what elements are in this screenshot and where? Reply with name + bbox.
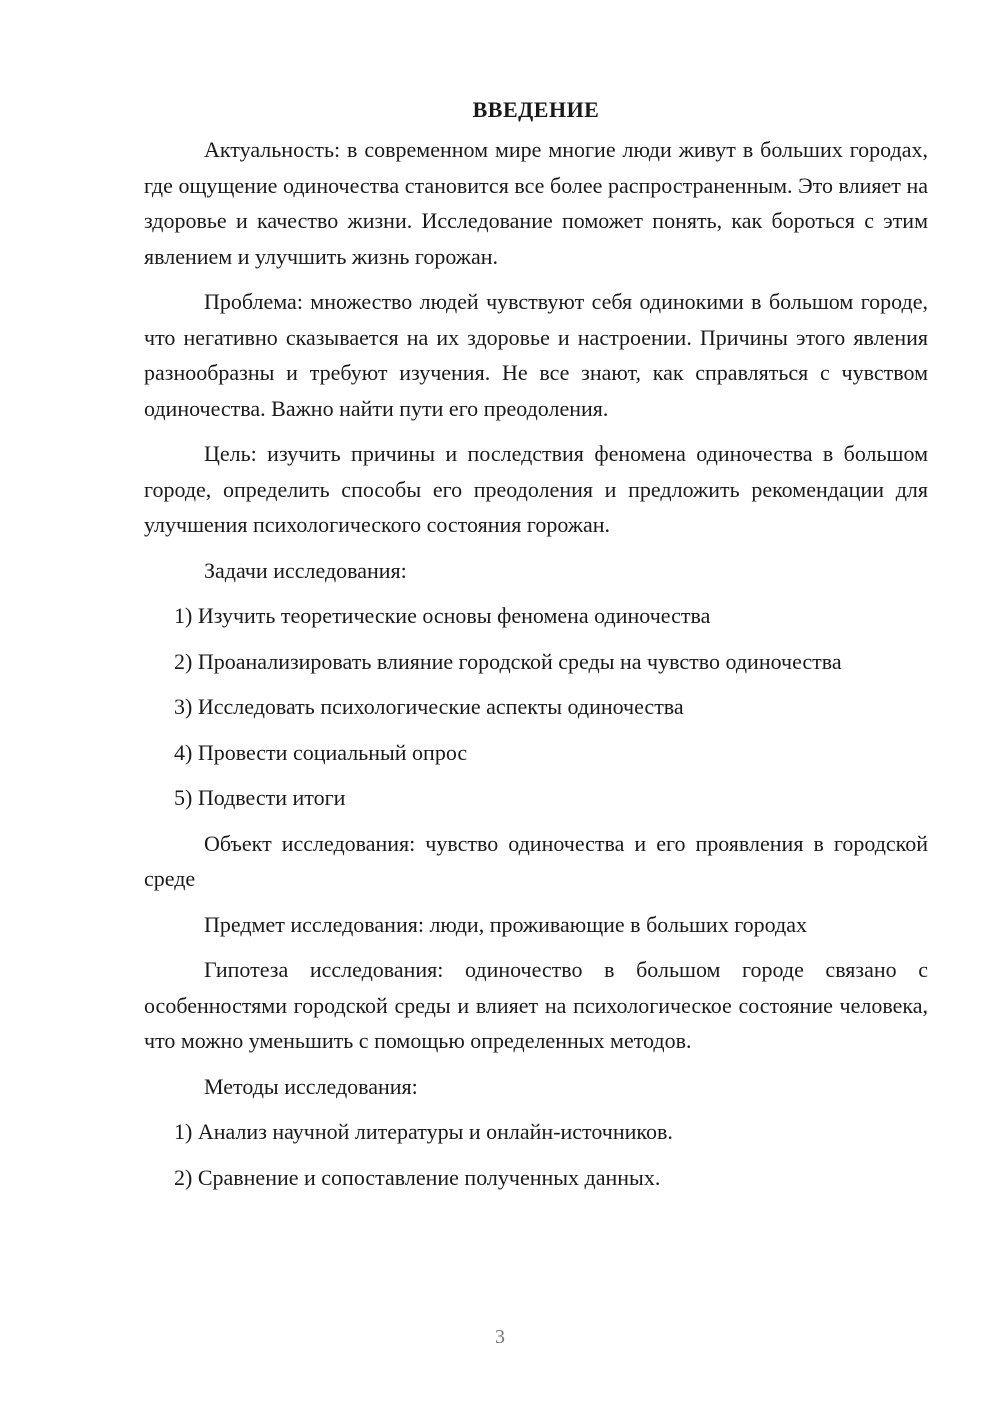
goal-paragraph: Цель: изучить причины и последствия феномена одиночества в большом городе, определить способы его преодоления и предложить рекомендации для улучшения психологического состояния горожан. (144, 441, 928, 537)
subject-paragraph: Предмет исследования: люди, проживающие в больших городах (204, 911, 808, 937)
document-page (144, 92, 928, 1205)
method-item-2: 2) Сравнение и сопоставление полученных данных. (174, 1164, 661, 1190)
task-item-5: 5) Подвести итоги (174, 785, 346, 810)
problem-paragraph: Проблема: множество людей чувствуют себя одинокими в большом городе, что негативно сказывается на их здоровье и настроении. Причины этого явления разнообразны и требуют изучения. Не все знают, как справляться с чувством одиночества. Важно найти пути его преодоления. (144, 289, 928, 421)
hypothesis-paragraph: Гипотеза исследования: одиночество в большом городе связано с особенностями городской среды и влияет на психологическое состояние человека, что можно уменьшить с помощью определенных методов. (144, 957, 928, 1053)
task-item-3: 3) Исследовать психологические аспекты одиночества (174, 694, 684, 719)
task-item-2: 2) Проанализировать влияние городской среды на чувство одиночества (174, 648, 842, 674)
task-item-1: 1) Изучить теоретические основы феномена одиночества (174, 603, 711, 628)
task-item-4: 4) Провести социальный опрос (174, 739, 468, 765)
page-title: ВВЕДЕНИЕ (472, 97, 600, 122)
relevance-paragraph: Актуальность: в современном мире многие люди живут в больших городах, где ощущение одиночества становится все более распространенным. Это влияет на здоровье и качество жизни. Исследование поможет понять, как бороться с этим явлением и улучшить жизнь горожан. (144, 137, 928, 269)
method-item-1: 1) Анализ научной литературы и онлайн-источников. (174, 1119, 673, 1144)
object-paragraph: Объект исследования: чувство одиночества и его проявления в городской среде (144, 830, 928, 891)
tasks-title: Задачи исследования: (204, 557, 407, 583)
page-number: 3 (495, 1326, 505, 1348)
methods-title: Методы исследования: (204, 1073, 418, 1099)
